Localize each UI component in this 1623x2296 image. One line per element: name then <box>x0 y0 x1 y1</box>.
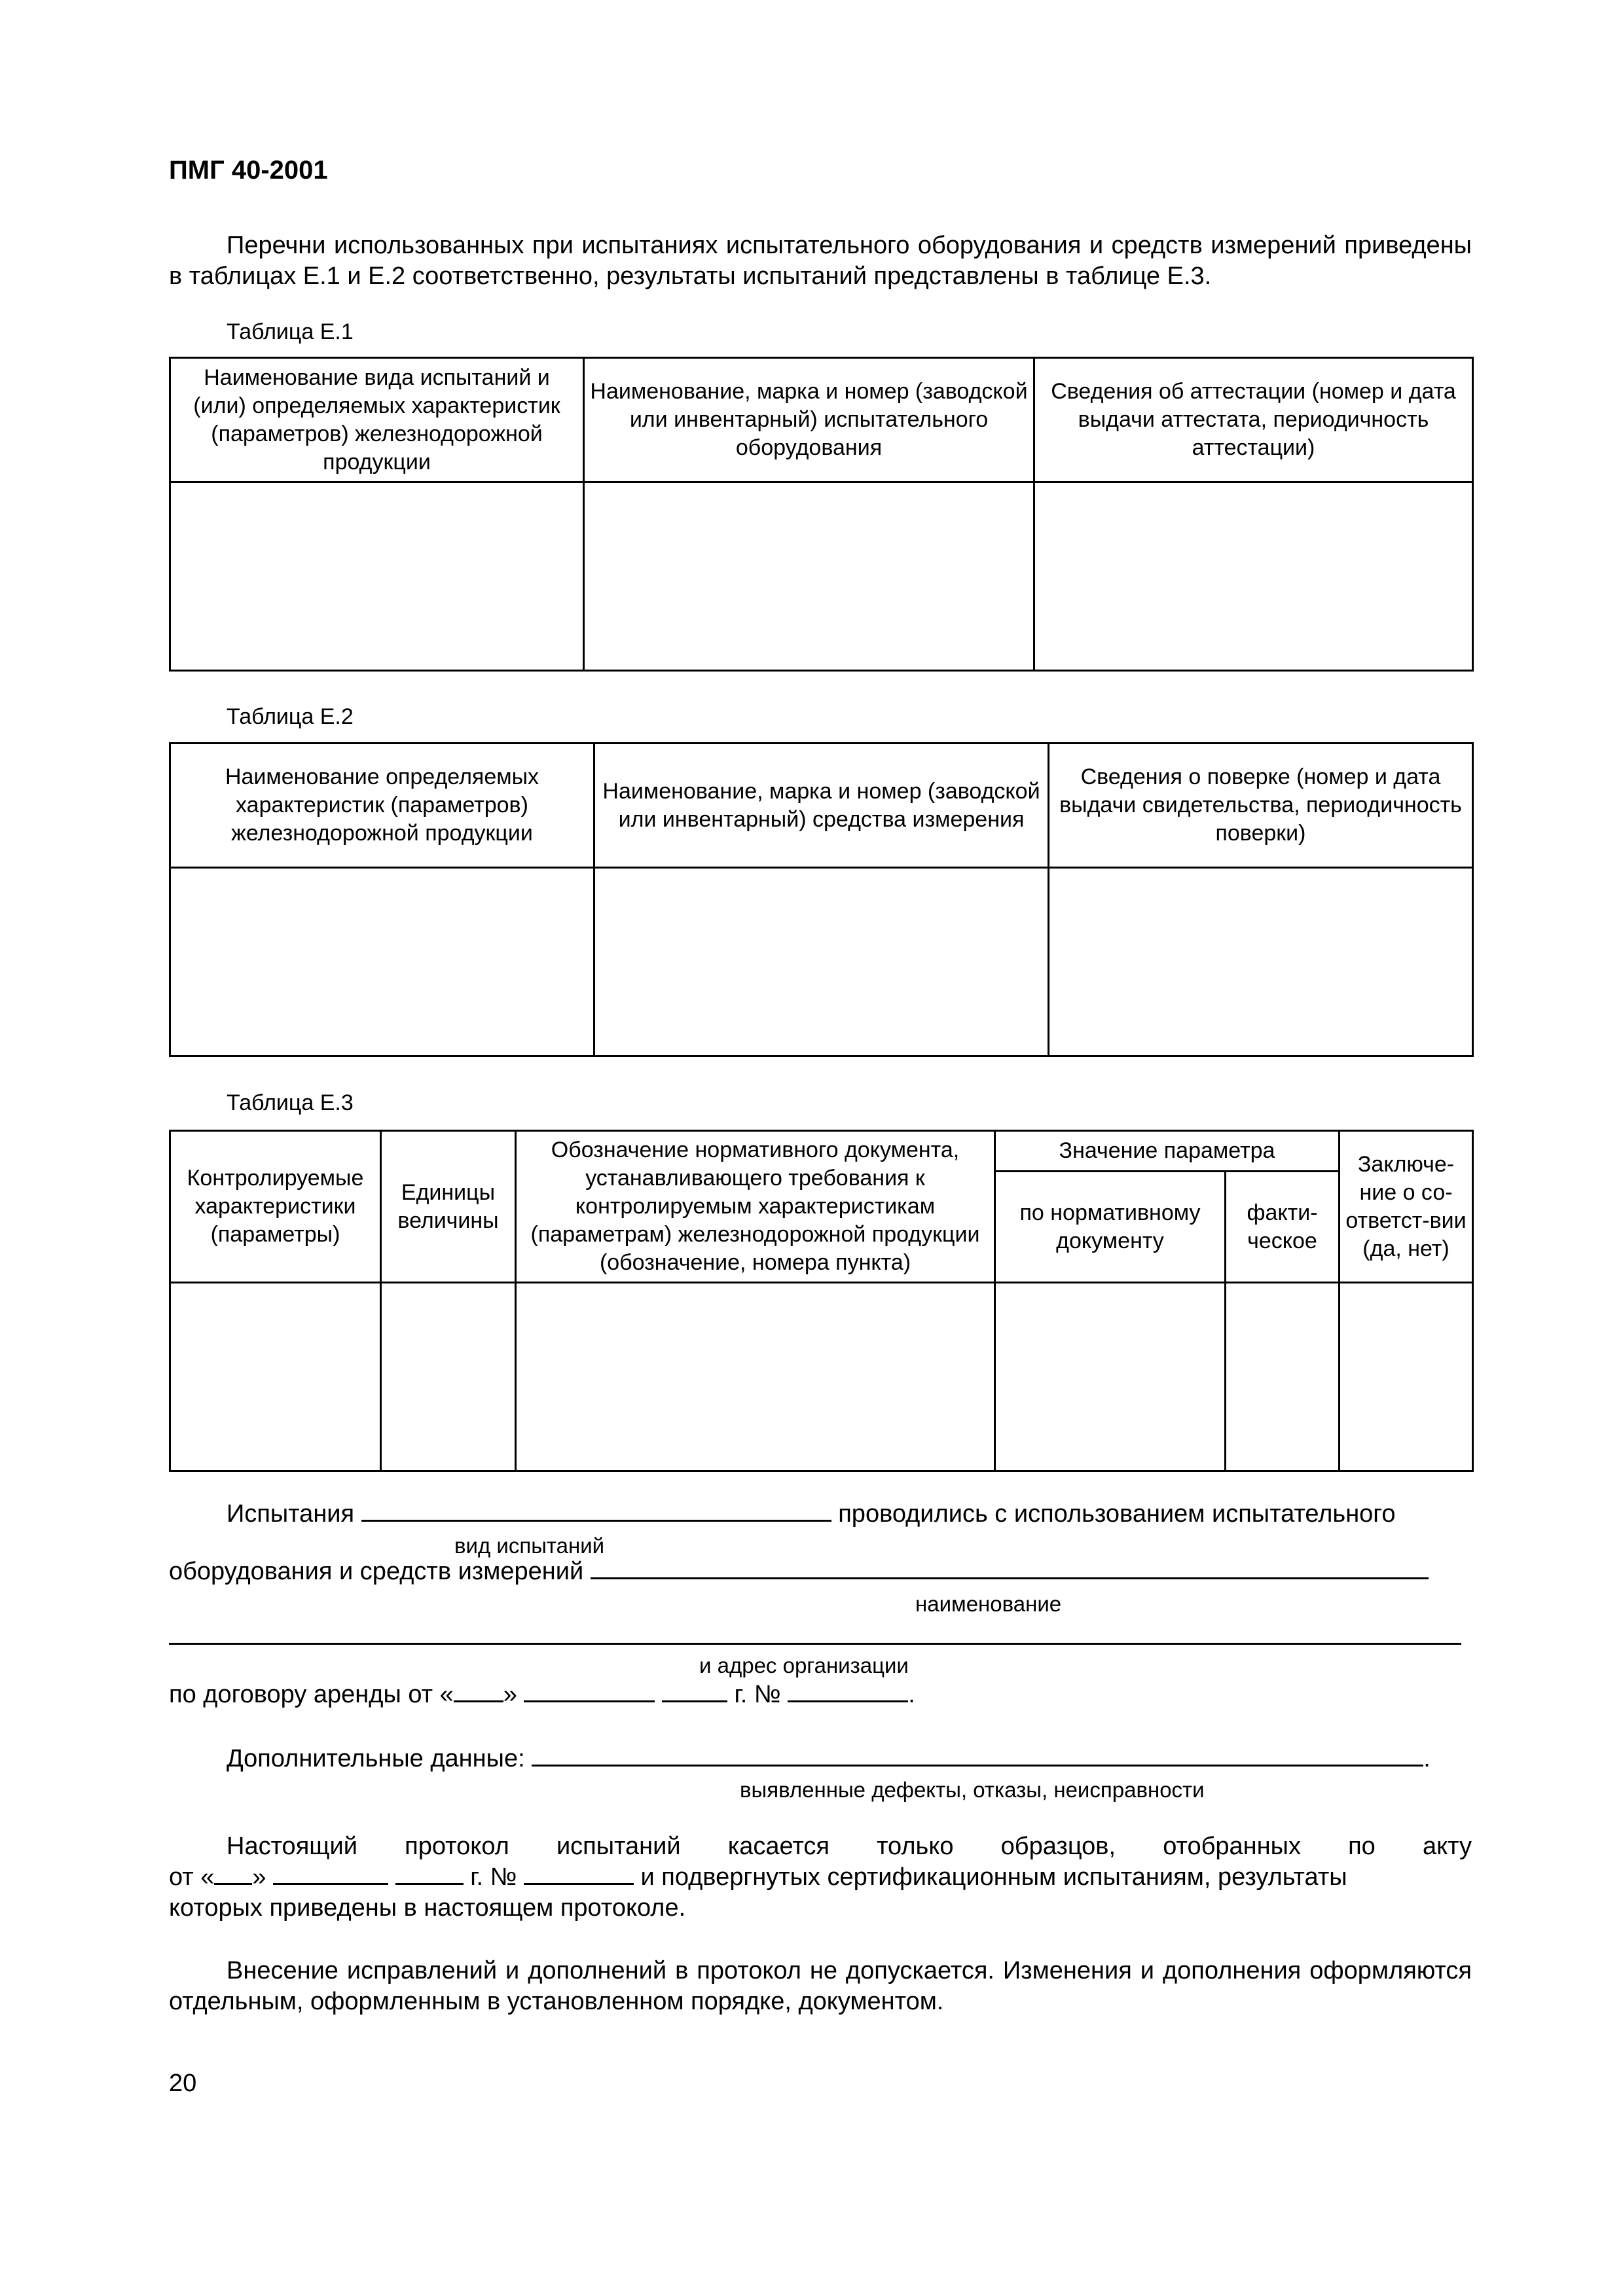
table-e1-header-1: Наименование вида испытаний и (или) определяемых характеристик (параметров) железнодорожной продукции <box>170 358 584 482</box>
protocol-from-close: » <box>252 1863 266 1891</box>
lease-year-no-text: г. № <box>734 1681 781 1708</box>
intro-text: Перечни использованных при испытаниях испытательного оборудования и средств измерений приведены в таблицах Е.1 и Е.2 соответственно, результаты испытаний представлены в таблице Е.3. <box>169 232 1472 290</box>
extra-line <box>227 1744 1431 1774</box>
table-e1-header-3: Сведения об аттестации (номер и дата выдачи аттестата, периодичность аттестации) <box>1034 358 1473 482</box>
table-e3-cell[interactable] <box>1340 1283 1473 1471</box>
protocol-line-2 <box>169 1862 1347 1893</box>
lease-day-field[interactable] <box>454 1679 503 1702</box>
table-e1 <box>169 357 1474 672</box>
document-code: ПМГ 40-2001 <box>169 156 328 185</box>
protocol-line-1 <box>169 1831 1472 1862</box>
table-e2-cell[interactable] <box>170 868 594 1056</box>
equipment-name-field[interactable] <box>591 1556 1429 1579</box>
table-e1-caption: Таблица Е.1 <box>227 319 354 344</box>
intro-paragraph <box>169 230 1472 292</box>
page-number: 20 <box>169 2070 197 2097</box>
table-e1-cell[interactable] <box>584 482 1034 671</box>
closing-text: Внесение исправлений и дополнений в протокол не допускается. Изменения и дополнения оформляются отдельным, оформленным в установленном порядке, документом. <box>169 1957 1472 2015</box>
extra-data-field[interactable] <box>532 1744 1423 1767</box>
table-e3-header-units: Единицы величины <box>381 1131 516 1283</box>
table-e3-caption: Таблица Е.3 <box>227 1090 354 1115</box>
closing-paragraph <box>169 1956 1472 2017</box>
extra-hint: выявленные дефекты, отказы, неисправности <box>740 1778 1205 1802</box>
table-e3-header-normative-doc: Обозначение нормативного документа, устанавливающего требования к контролируемым характеристикам (параметрам) железнодорожной продукции (обозначение, номера пункта) <box>516 1131 995 1283</box>
table-e3-cell[interactable] <box>995 1283 1226 1471</box>
protocol-from-open: от « <box>169 1863 215 1891</box>
table-e3-header-controlled: Контролируемые характеристики (параметры) <box>170 1131 381 1283</box>
extra-label: Дополнительные данные: <box>227 1745 525 1772</box>
table-e3-cell[interactable] <box>381 1283 516 1471</box>
table-e2 <box>169 742 1474 1057</box>
lease-month-field[interactable] <box>524 1679 655 1702</box>
extra-end-text: . <box>1423 1745 1431 1772</box>
table-e1-header-2: Наименование, марка и номер (заводской или инвентарный) испытательного оборудования <box>584 358 1034 482</box>
table-e3-header-value: Значение параметра <box>995 1131 1340 1172</box>
table-e3-cell[interactable] <box>516 1283 995 1471</box>
table-e3-header-value-normative: по нормативному документу <box>995 1172 1226 1283</box>
table-e3-cell[interactable] <box>1226 1283 1340 1471</box>
equipment-name-hint: наименование <box>915 1592 1062 1616</box>
table-e2-caption: Таблица Е.2 <box>227 704 354 729</box>
tests-after-text: проводились с использованием испытательного <box>838 1500 1396 1528</box>
lease-end-text: . <box>908 1681 915 1708</box>
table-e3-header-conclusion: Заключе-ние о со-ответст-вии (да, нет) <box>1340 1131 1473 1283</box>
lease-prefix: по договору аренды от « <box>169 1681 454 1708</box>
act-month-field[interactable] <box>273 1862 388 1885</box>
lease-close-quote: » <box>503 1681 517 1708</box>
table-e1-cell[interactable] <box>1034 482 1473 671</box>
tests-type-field[interactable] <box>361 1499 831 1522</box>
table-e3-cell[interactable] <box>170 1283 381 1471</box>
equipment-label: оборудования и средств измерений <box>169 1558 584 1585</box>
address-hint: и адрес организации <box>699 1653 909 1677</box>
act-day-field[interactable] <box>214 1862 252 1885</box>
protocol-line-2-rest: и подвергнутых сертификационным испытаниям, результаты <box>640 1863 1347 1891</box>
lease-line <box>169 1679 915 1710</box>
tests-label: Испытания <box>227 1500 355 1528</box>
address-field[interactable] <box>169 1643 1461 1645</box>
table-e2-header-1: Наименование определяемых характеристик (параметров) железнодорожной продукции <box>170 744 594 868</box>
table-e2-header-3: Сведения о поверке (номер и дата выдачи свидетельства, периодичность поверки) <box>1049 744 1473 868</box>
tests-line <box>227 1499 1395 1530</box>
protocol-line-3: которых приведены в настоящем протоколе. <box>169 1894 686 1922</box>
lease-year-field[interactable] <box>662 1679 727 1702</box>
protocol-text-1: Настоящий протокол испытаний касается только образцов, отобранных по акту <box>227 1833 1472 1860</box>
act-year-field[interactable] <box>395 1862 464 1885</box>
table-e2-cell[interactable] <box>1049 868 1473 1056</box>
table-e2-header-2: Наименование, марка и номер (заводской или инвентарный) средства измерения <box>594 744 1049 868</box>
table-e1-cell[interactable] <box>170 482 584 671</box>
table-e2-cell[interactable] <box>594 868 1049 1056</box>
protocol-year-no: г. № <box>470 1863 517 1891</box>
table-e3 <box>169 1130 1474 1472</box>
tests-type-hint: вид испытаний <box>454 1534 605 1558</box>
lease-number-field[interactable] <box>788 1679 908 1702</box>
act-number-field[interactable] <box>524 1862 634 1885</box>
table-e3-header-value-actual: факти-ческое <box>1226 1172 1340 1283</box>
equipment-line <box>169 1556 1429 1587</box>
